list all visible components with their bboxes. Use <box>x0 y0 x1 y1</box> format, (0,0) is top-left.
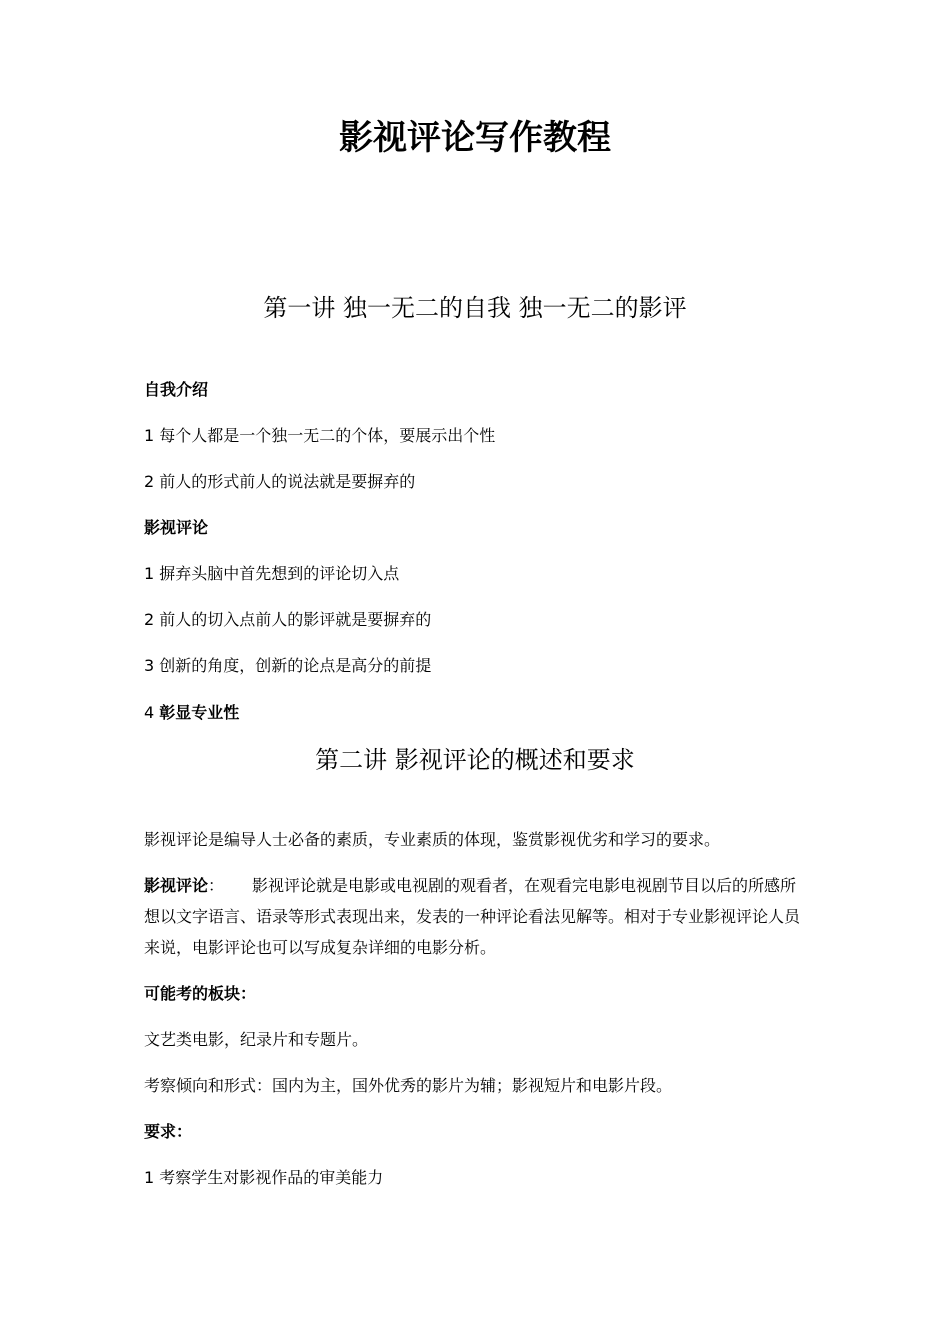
list-item <box>144 701 804 725</box>
section-label-film-review: 影视评论 <box>144 518 209 537</box>
definition-paragraph <box>144 870 809 963</box>
list-item-text: 彰显专业性 <box>159 703 240 722</box>
list-item: 3 创新的角度，创新的论点是高分的前提 <box>144 656 432 675</box>
blocks-text: 文艺类电影，纪录片和专题片。 <box>144 1030 369 1049</box>
section-label-requirements: 要求： <box>144 1122 193 1141</box>
list-item: 1 考察学生对影视作品的审美能力 <box>144 1168 384 1187</box>
list-item: 2 前人的切入点前人的影评就是要摒弃的 <box>144 610 432 629</box>
lecture1-heading: 第一讲 独一无二的自我 独一无二的影评 <box>263 294 687 322</box>
lecture2-heading: 第二讲 影视评论的概述和要求 <box>315 746 635 774</box>
tendency-text: 考察倾向和形式：国内为主，国外优秀的影片为辅；影视短片和电影片段。 <box>144 1076 673 1095</box>
definition-label: 影视评论 <box>144 876 209 895</box>
document-title: 影视评论写作教程 <box>339 118 611 158</box>
list-item-number: 4 <box>144 703 160 722</box>
list-item: 1 摒弃头脑中首先想到的评论切入点 <box>144 564 400 583</box>
intro-paragraph: 影视评论是编导人士必备的素质，专业素质的体现，鉴赏影视优劣和学习的要求。 <box>144 830 721 849</box>
section-label-blocks: 可能考的板块： <box>144 984 257 1003</box>
section-label-self-intro: 自我介绍 <box>144 380 209 399</box>
list-item: 1 每个人都是一个独一无二的个体，要展示出个性 <box>144 426 496 445</box>
list-item: 2 前人的形式前人的说法就是要摒弃的 <box>144 472 416 491</box>
definition-text: 影视评论就是电影或电视剧的观看者，在观看完电影电视剧节目以后的所感所想以文字语言、语录等形式表现出来，发表的一种评论看法见解等。相对于专业影视评论人员来说，电影评论也可以写成复杂详细的电影分析。 <box>144 876 801 957</box>
definition-colon: ： <box>208 876 225 895</box>
